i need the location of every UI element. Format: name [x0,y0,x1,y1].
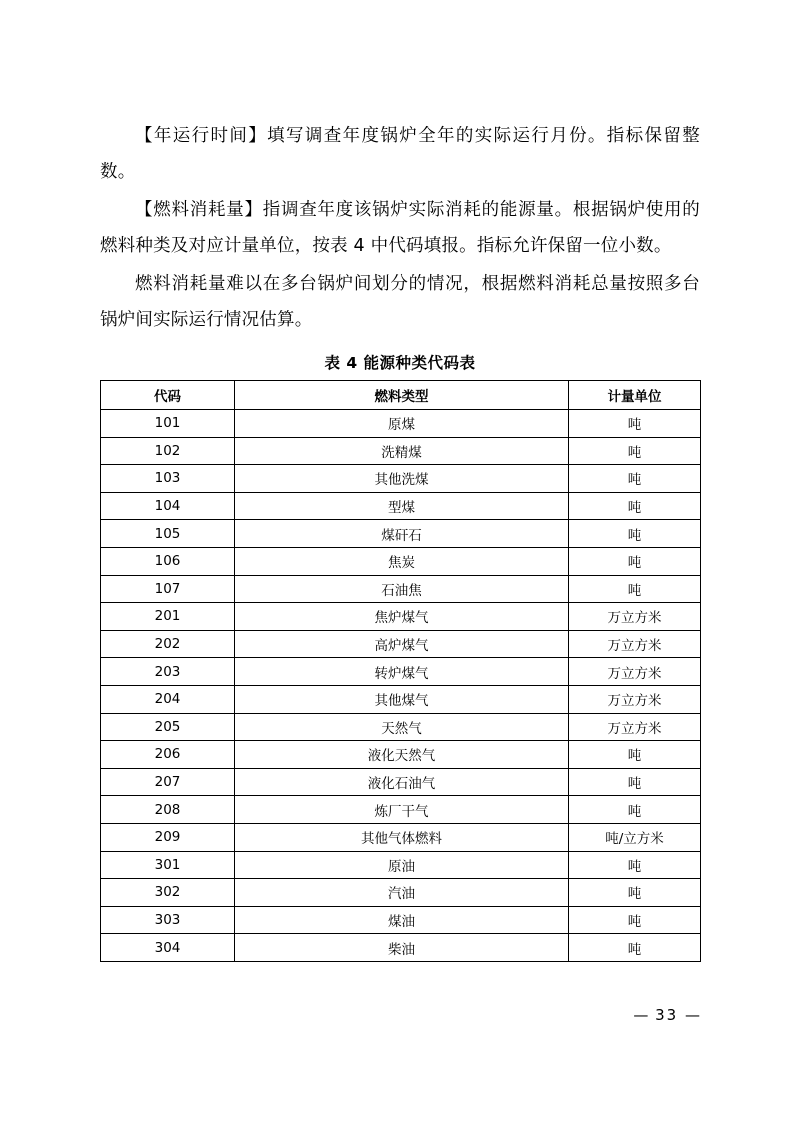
table-header-row [101,381,701,410]
cell-unit: 吨 [569,547,701,575]
table-row [101,465,701,493]
cell-code: 107 [101,575,235,603]
cell-fuel-type: 高炉煤气 [235,630,569,658]
cell-fuel-type: 其他洗煤 [235,465,569,493]
cell-unit: 吨 [569,575,701,603]
table-row [101,410,701,438]
page-number-dash-left: — [633,1006,649,1024]
table-row [101,906,701,934]
page-number-dash-right: — [685,1006,700,1024]
cell-unit: 万立方米 [569,603,701,631]
column-header-code: 代码 [101,381,235,410]
cell-fuel-type: 石油焦 [235,575,569,603]
cell-fuel-type: 柴油 [235,934,569,962]
cell-fuel-type: 液化天然气 [235,741,569,769]
table-row [101,437,701,465]
table-row [101,879,701,907]
cell-fuel-type: 炼厂干气 [235,796,569,824]
cell-unit: 吨 [569,851,701,879]
cell-fuel-type: 转炉煤气 [235,658,569,686]
cell-code: 106 [101,547,235,575]
page-body [100,118,700,962]
cell-unit: 吨 [569,906,701,934]
cell-unit: 吨 [569,410,701,438]
cell-code: 104 [101,492,235,520]
cell-fuel-type: 洗精煤 [235,437,569,465]
cell-fuel-type: 焦炭 [235,547,569,575]
cell-code: 102 [101,437,235,465]
cell-fuel-type: 原煤 [235,410,569,438]
table-row [101,741,701,769]
cell-unit: 吨 [569,768,701,796]
cell-unit: 吨 [569,796,701,824]
cell-unit: 吨 [569,492,701,520]
cell-unit: 万立方米 [569,713,701,741]
table-caption: 表 4 能源种类代码表 [324,354,476,372]
cell-unit: 吨 [569,741,701,769]
page-number: 33 [655,1006,679,1024]
table-row [101,713,701,741]
cell-fuel-type: 煤矸石 [235,520,569,548]
cell-code: 303 [101,906,235,934]
cell-code: 103 [101,465,235,493]
cell-fuel-type: 型煤 [235,492,569,520]
cell-code: 301 [101,851,235,879]
cell-fuel-type: 原油 [235,851,569,879]
cell-fuel-type: 煤油 [235,906,569,934]
cell-code: 209 [101,823,235,851]
energy-code-table [100,380,701,962]
cell-unit: 万立方米 [569,658,701,686]
cell-code: 202 [101,630,235,658]
cell-code: 302 [101,879,235,907]
cell-code: 105 [101,520,235,548]
cell-code: 304 [101,934,235,962]
table-row [101,603,701,631]
table-row [101,934,701,962]
cell-unit: 吨 [569,520,701,548]
table-row [101,685,701,713]
table-row [101,851,701,879]
column-header-unit: 计量单位 [569,381,701,410]
cell-code: 206 [101,741,235,769]
cell-unit: 吨 [569,437,701,465]
cell-fuel-type: 液化石油气 [235,768,569,796]
cell-unit: 万立方米 [569,685,701,713]
cell-code: 208 [101,796,235,824]
cell-unit: 吨/立方米 [569,823,701,851]
table-row [101,768,701,796]
table-row [101,520,701,548]
paragraph-fuel-consumption: 【燃料消耗量】指调查年度该锅炉实际消耗的能源量。根据锅炉使用的燃料种类及对应计量单位，按表 4 中代码填报。指标允许保留一位小数。 [100,200,700,256]
table-row [101,658,701,686]
paragraph-fuel-estimation: 燃料消耗量难以在多台锅炉间划分的情况，根据燃料消耗总量按照多台锅炉间实际运行情况估算。 [100,274,700,330]
cell-code: 203 [101,658,235,686]
cell-code: 207 [101,768,235,796]
cell-fuel-type: 焦炉煤气 [235,603,569,631]
paragraph-annual-runtime: 【年运行时间】填写调查年度锅炉全年的实际运行月份。指标保留整数。 [100,126,700,182]
table-row [101,575,701,603]
table-row [101,547,701,575]
cell-fuel-type: 其他气体燃料 [235,823,569,851]
cell-code: 101 [101,410,235,438]
cell-unit: 吨 [569,879,701,907]
page-footer [100,1006,700,1024]
cell-fuel-type: 汽油 [235,879,569,907]
cell-code: 205 [101,713,235,741]
table-row [101,492,701,520]
table-row [101,823,701,851]
table-row [101,796,701,824]
cell-unit: 万立方米 [569,630,701,658]
cell-fuel-type: 天然气 [235,713,569,741]
cell-code: 204 [101,685,235,713]
cell-code: 201 [101,603,235,631]
column-header-fuel-type: 燃料类型 [235,381,569,410]
cell-unit: 吨 [569,934,701,962]
table-row [101,630,701,658]
cell-fuel-type: 其他煤气 [235,685,569,713]
cell-unit: 吨 [569,465,701,493]
